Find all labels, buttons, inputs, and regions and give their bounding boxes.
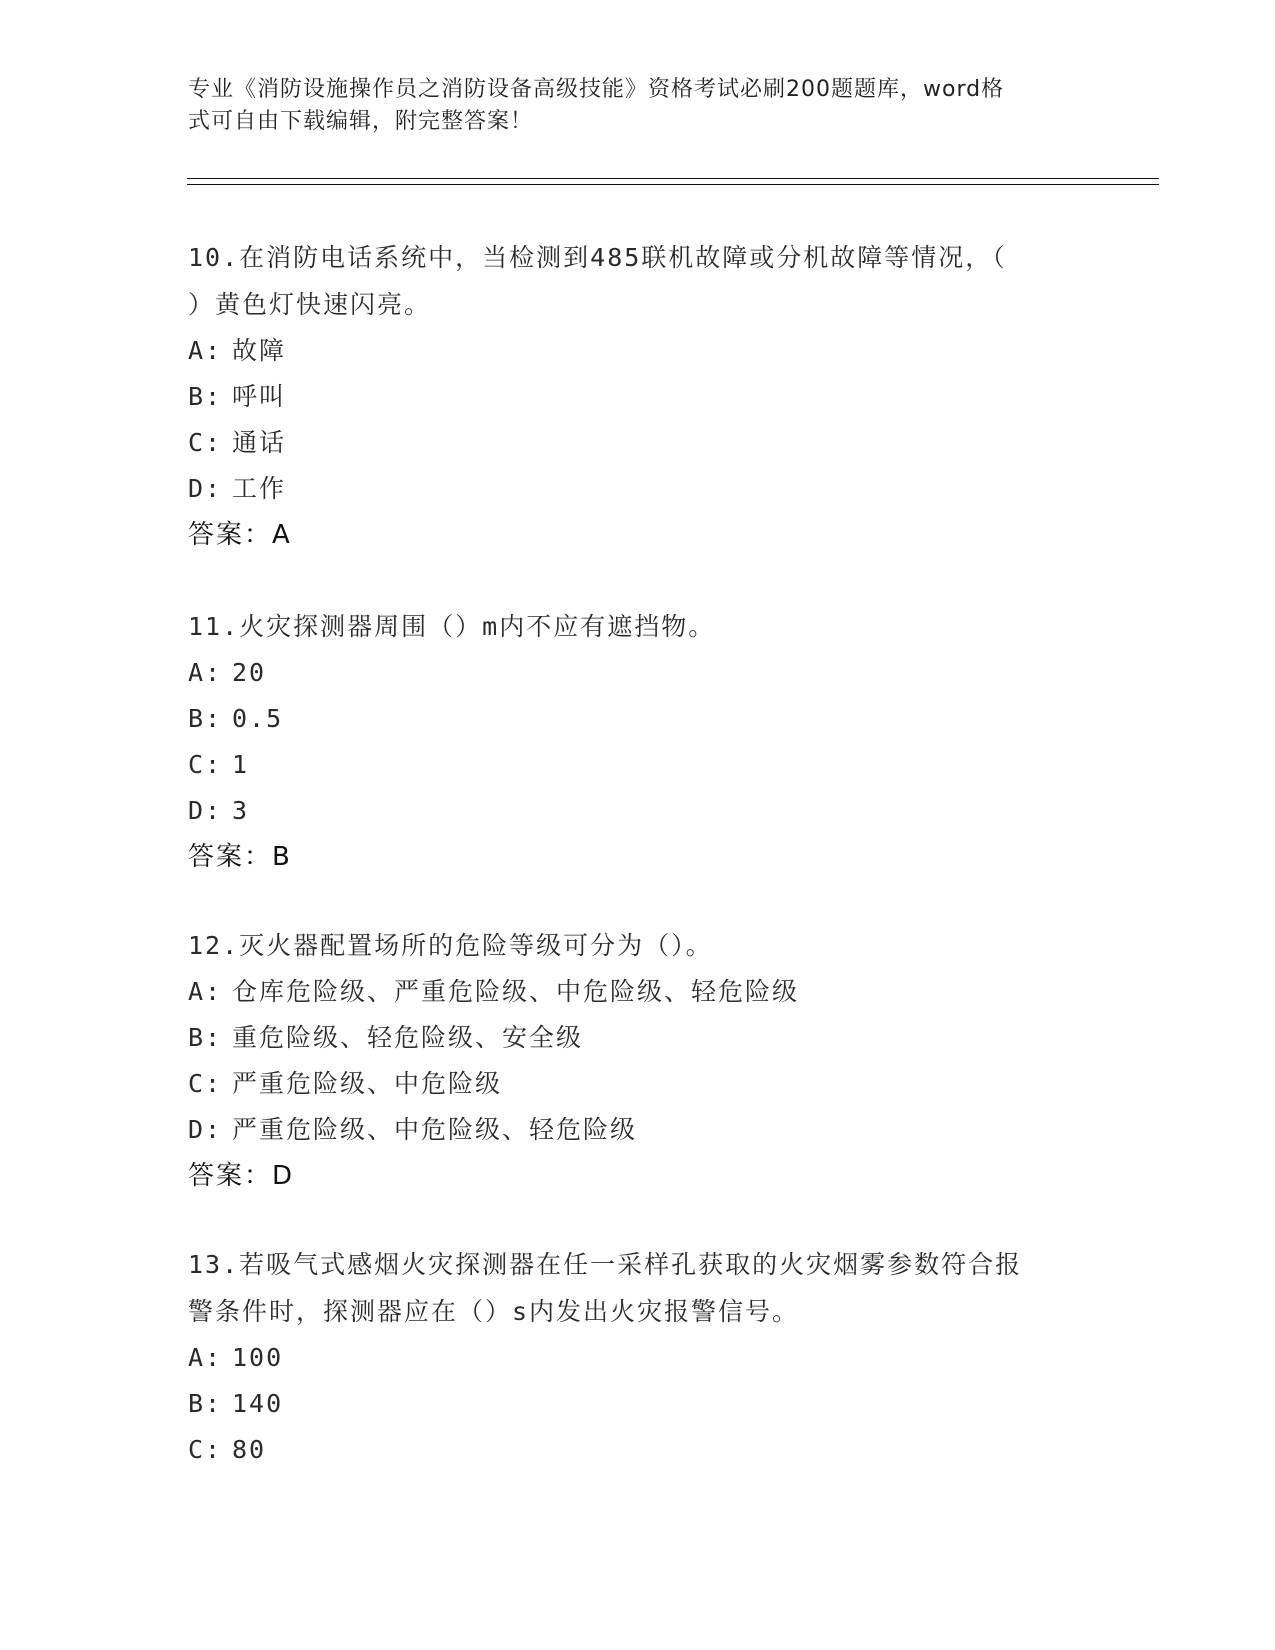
- question-stem-line-1: 12.灭火器配置场所的危险等级可分为（）。: [188, 931, 713, 960]
- option-letter: C:: [188, 750, 223, 779]
- question-11: [188, 603, 1088, 880]
- option-letter: A:: [188, 1343, 223, 1372]
- question-10: [188, 234, 1088, 558]
- option-text: 严重危险级、中危险级: [232, 1069, 503, 1098]
- option-letter: A:: [188, 336, 223, 365]
- option-letter: C:: [188, 1435, 223, 1464]
- option-letter: B:: [188, 704, 223, 733]
- option-a: [188, 650, 1088, 696]
- option-d: [188, 1107, 1088, 1153]
- question-stem-line-1: 10.在消防电话系统中，当检测到485联机故障或分机故障等情况，（: [188, 243, 1007, 272]
- option-letter: C:: [188, 1069, 223, 1098]
- option-text: 重危险级、轻危险级、安全级: [232, 1023, 584, 1052]
- option-a: [188, 328, 1088, 374]
- option-text: 100: [232, 1343, 284, 1372]
- option-letter: B:: [188, 1023, 223, 1052]
- question-12: [188, 922, 1088, 1199]
- option-c: [188, 1427, 1088, 1473]
- option-text: 通话: [232, 428, 287, 457]
- option-letter: D:: [188, 1115, 223, 1144]
- question-stem-line-1: 11.火灾探测器周围（）m内不应有遮挡物。: [188, 612, 716, 641]
- option-c: [188, 1061, 1088, 1107]
- answer-line: 答案：D: [188, 1161, 295, 1191]
- option-text: 呼叫: [232, 382, 287, 411]
- option-text: 20: [232, 658, 267, 687]
- option-c: [188, 420, 1088, 466]
- header-line-1: 专业《消防设施操作员之消防设备高级技能》资格考试必刷200题题库，word格: [188, 77, 1005, 102]
- option-text: 0.5: [232, 704, 284, 733]
- option-d: [188, 788, 1088, 834]
- option-b: [188, 696, 1088, 742]
- question-stem-line-2: 警条件时，探测器应在（）s内发出火灾报警信号。: [188, 1297, 800, 1326]
- option-text: 故障: [232, 336, 287, 365]
- header-divider-bottom: [187, 184, 1159, 185]
- option-b: [188, 374, 1088, 420]
- answer-line: 答案：A: [188, 520, 292, 550]
- option-a: [188, 969, 1088, 1015]
- option-letter: D:: [188, 796, 223, 825]
- option-b: [188, 1015, 1088, 1061]
- option-letter: A:: [188, 977, 223, 1006]
- option-letter: C:: [188, 428, 223, 457]
- option-d: [188, 466, 1088, 512]
- header-line-2: 式可自由下载编辑，附完整答案！: [188, 109, 534, 134]
- option-text: 1: [232, 750, 250, 779]
- option-letter: A:: [188, 658, 223, 687]
- option-text: 严重危险级、中危险级、轻危险级: [232, 1115, 638, 1144]
- question-13: [188, 1241, 1088, 1473]
- question-stem-line-2: ）黄色灯快速闪亮。: [188, 290, 432, 319]
- option-text: 3: [232, 796, 250, 825]
- option-letter: B:: [188, 1389, 223, 1418]
- option-text: 140: [232, 1389, 284, 1418]
- document-header: [188, 74, 1088, 138]
- answer-line: 答案：B: [188, 842, 292, 872]
- option-b: [188, 1381, 1088, 1427]
- option-c: [188, 742, 1088, 788]
- option-letter: B:: [188, 382, 223, 411]
- question-stem-line-1: 13.若吸气式感烟火灾探测器在任一采样孔获取的火灾烟雾参数符合报: [188, 1250, 1023, 1279]
- option-a: [188, 1335, 1088, 1381]
- header-divider-top: [187, 178, 1159, 179]
- option-text: 仓库危险级、严重危险级、中危险级、轻危险级: [232, 977, 800, 1006]
- option-letter: D:: [188, 474, 223, 503]
- option-text: 工作: [232, 474, 287, 503]
- option-text: 80: [232, 1435, 267, 1464]
